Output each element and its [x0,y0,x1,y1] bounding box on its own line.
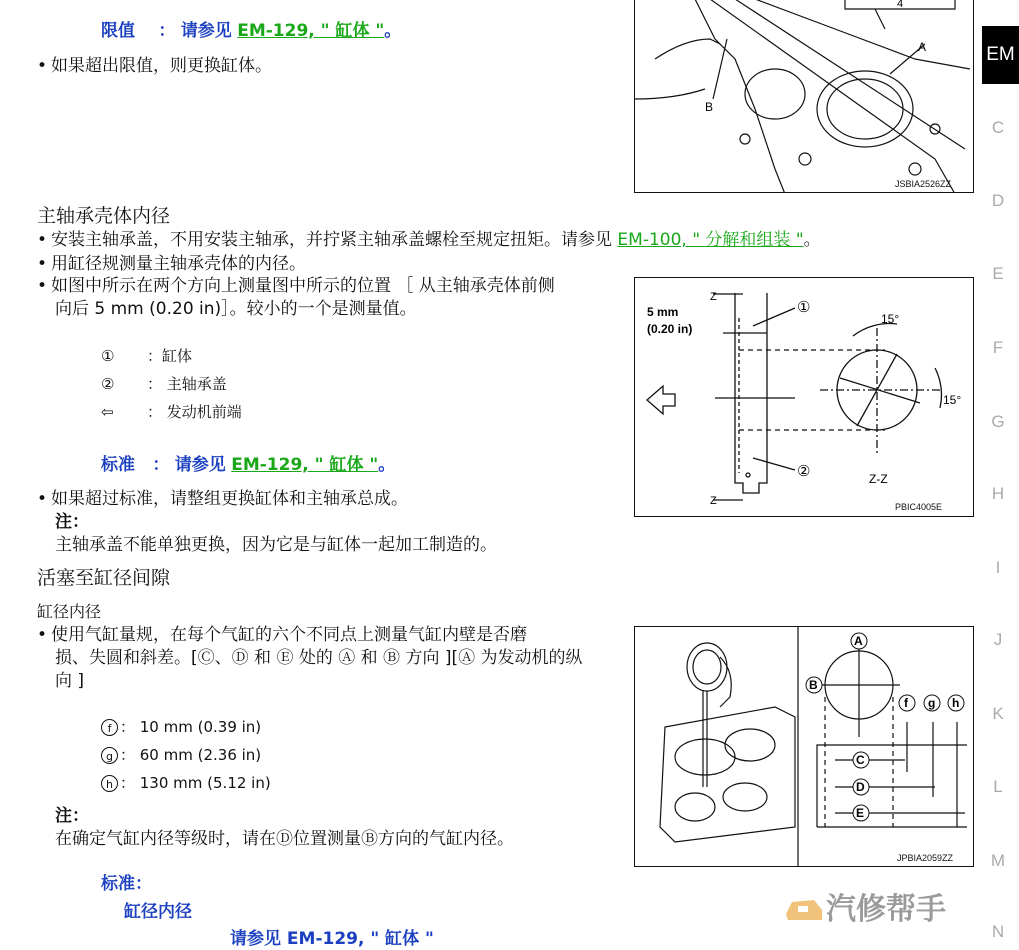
sidebar-tab-d[interactable]: D [991,191,1005,210]
fig3-B: B [809,678,818,692]
fig2-circle-1: ① [797,299,811,316]
point-text: ： 10 mm (0.39 in) [120,718,262,736]
mb-bullet2-text: 用缸径规测量主轴承壳体的内径。 [51,254,306,274]
mb-bullet2: • 用缸径规测量主轴承壳体的内径。 [37,254,306,274]
figure2-id: PBIC4005E [895,502,943,512]
point-h [101,773,271,793]
fig3-f: f [904,696,908,710]
fig2-zz: Z-Z [869,472,888,486]
sidebar-tab-g[interactable]: G [991,412,1005,431]
mb-bullet3-text-1: 如图中所示在两个方向上测量图中所示的位置 ［ 从主轴承壳体前侧 [51,276,555,296]
legend-text: ： 主轴承盖 [147,375,227,393]
mb-standard-line [101,454,395,476]
limit-ref-end: 。 [384,21,402,41]
bullet-text: 如果超出限值，则更换缸体。 [51,56,272,76]
bore-gauge-diagram [635,627,974,867]
fig3-h: h [952,696,960,710]
std-colon: ： [152,455,170,475]
std-ref-prefix: 请参见 [174,455,226,475]
piston-note-label: 注： [55,806,89,826]
watermark-logo [784,890,1016,932]
fig3-E: E [856,806,865,820]
sidebar-tab-f[interactable]: F [992,338,1004,357]
limit-label: 限值 [101,21,135,41]
circle-f-icon: f [101,719,118,736]
piston-bullet1-line3: 向 ] [55,671,85,691]
figure-main-bearing-measure [634,277,974,517]
mb-bullet4-text: 如果超过标准，请整组更换缸体和主轴承总成。 [51,489,408,509]
figure-bore-gauge [634,626,974,867]
sidebar-tab-i[interactable]: I [995,558,1001,577]
sidebar-tab-c[interactable]: C [991,118,1005,137]
mb-bullet3: • 如图中所示在两个方向上测量图中所示的位置 ［ 从主轴承壳体前侧 [37,276,555,296]
legend-item-2 [101,374,227,394]
legend-text: ： 发动机前端 [147,403,242,421]
fig2-angle2: 15° [943,393,962,407]
point-g [101,745,261,765]
piston-std-label: 标准： [101,874,152,894]
fig2-circle-2: ② [797,463,811,480]
piston-bullet1: • 使用气缸量规，在每个气缸的六个不同点上测量气缸内壁是否磨 [37,625,527,645]
point-text: ： 60 mm (2.36 in) [120,746,262,764]
watermark-text: 汽修帮手 [826,892,946,927]
legend-item-1 [101,346,192,366]
legend-text: ：缸体 [147,347,193,365]
sidebar-tab-m[interactable]: M [990,851,1006,870]
section-title-main-bearing: 主轴承壳体内径 [37,205,171,227]
figure1-id: JSBIA2526ZZ [895,179,952,189]
piston-bullet1-text-1: 使用气缸量规，在每个气缸的六个不同点上测量气缸内壁是否磨 [51,625,527,645]
fig3-D: D [856,780,865,794]
legend-item-3 [101,402,242,422]
mb-bullet4: • 如果超过标准，请整组更换缸体和主轴承总成。 [37,489,408,509]
legend-symbol: ① [101,347,115,365]
fig3-g: g [928,696,936,710]
sidebar-tab-j[interactable]: J [993,630,1003,649]
sidebar-tab-n[interactable]: N [991,922,1005,941]
circle-h-icon: h [101,775,118,792]
arrow-left-icon: ⇦ [101,403,114,421]
main-bearing-diagram [635,278,974,517]
bullet-replace-block: • 如果超出限值，则更换缸体。 [37,56,272,76]
piston-note-text: 在确定气缸内径等级时，请在Ⓓ位置测量Ⓑ方向的气缸内径。 [55,829,514,849]
cylinder-block-illustration [635,0,974,193]
std-ref-link[interactable]: EM-129, " 缸体 " [231,455,379,475]
piston-bullet1-line2: 损、失圆和斜差。[Ⓒ、Ⓓ 和 Ⓔ 处的 Ⓐ 和 Ⓑ 方向 ][Ⓐ 为发动机的纵 [55,648,583,668]
legend-symbol: ② [101,375,115,393]
fig2-dim2: (0.20 in) [647,322,693,336]
mb-note-text: 主轴承盖不能单独更换，因为它是与缸体一起加工制造的。 [55,535,497,555]
fig1-label-4: 4 [897,0,904,10]
section-title-piston: 活塞至缸径间隙 [37,567,171,589]
sidebar-tab-k[interactable]: K [992,704,1004,723]
fig2-dim1: 5 mm [647,305,679,319]
limit-ref-prefix: 请参见 [180,21,232,41]
fig1-label-b: B [705,100,714,114]
limit-line [101,20,401,42]
point-text: ： 130 mm (5.12 in) [120,774,271,792]
sidebar-tab-h[interactable]: H [991,484,1005,503]
piston-std-ref-partial[interactable]: 请参见 EM-129, " 缸体 " [230,929,434,949]
limit-colon: ： [158,21,176,41]
mb-bullet1-end: 。 [803,230,821,250]
fig1-label-a: A [918,40,927,54]
car-logo-icon [784,892,824,928]
sidebar-tab-l[interactable]: L [993,777,1003,796]
circle-g-icon: g [101,747,118,764]
limit-ref-link[interactable]: EM-129, " 缸体 " [237,21,385,41]
sidebar-tab-em[interactable]: EM [982,26,1019,84]
fig2-z-top: Z [710,291,717,303]
mb-ref-link[interactable]: EM-100, " 分解和组装 " [617,230,804,250]
mb-bullet1-text: 安装主轴承盖，不用安装主轴承，并拧紧主轴承盖螺栓至规定扭矩。请参见 [51,230,618,250]
std-ref-end: 。 [378,455,396,475]
fig3-C: C [856,753,865,767]
sidebar-tab-e[interactable]: E [992,264,1004,283]
mb-note-label: 注： [55,512,89,532]
fig2-z-bottom: Z [710,495,717,507]
figure3-id: JPBIA2059ZZ [897,853,954,863]
section-subtitle-bore: 缸径内径 [37,602,102,621]
mb-bullet3-line2: 向后 5 mm (0.20 in)］。较小的一个是测量值。 [55,299,417,319]
point-f [101,717,261,737]
std-label: 标准 [101,455,135,475]
fig3-A: A [854,634,863,648]
mb-bullet1: • 安装主轴承盖，不用安装主轴承，并拧紧主轴承盖螺栓至规定扭矩。请参见 EM-100, " 分解和组装 "。 [37,230,821,250]
figure-cylinder-block-top [634,0,974,193]
piston-std-sub: 缸径内径 [124,902,192,922]
fig2-angle1: 15° [881,312,900,326]
